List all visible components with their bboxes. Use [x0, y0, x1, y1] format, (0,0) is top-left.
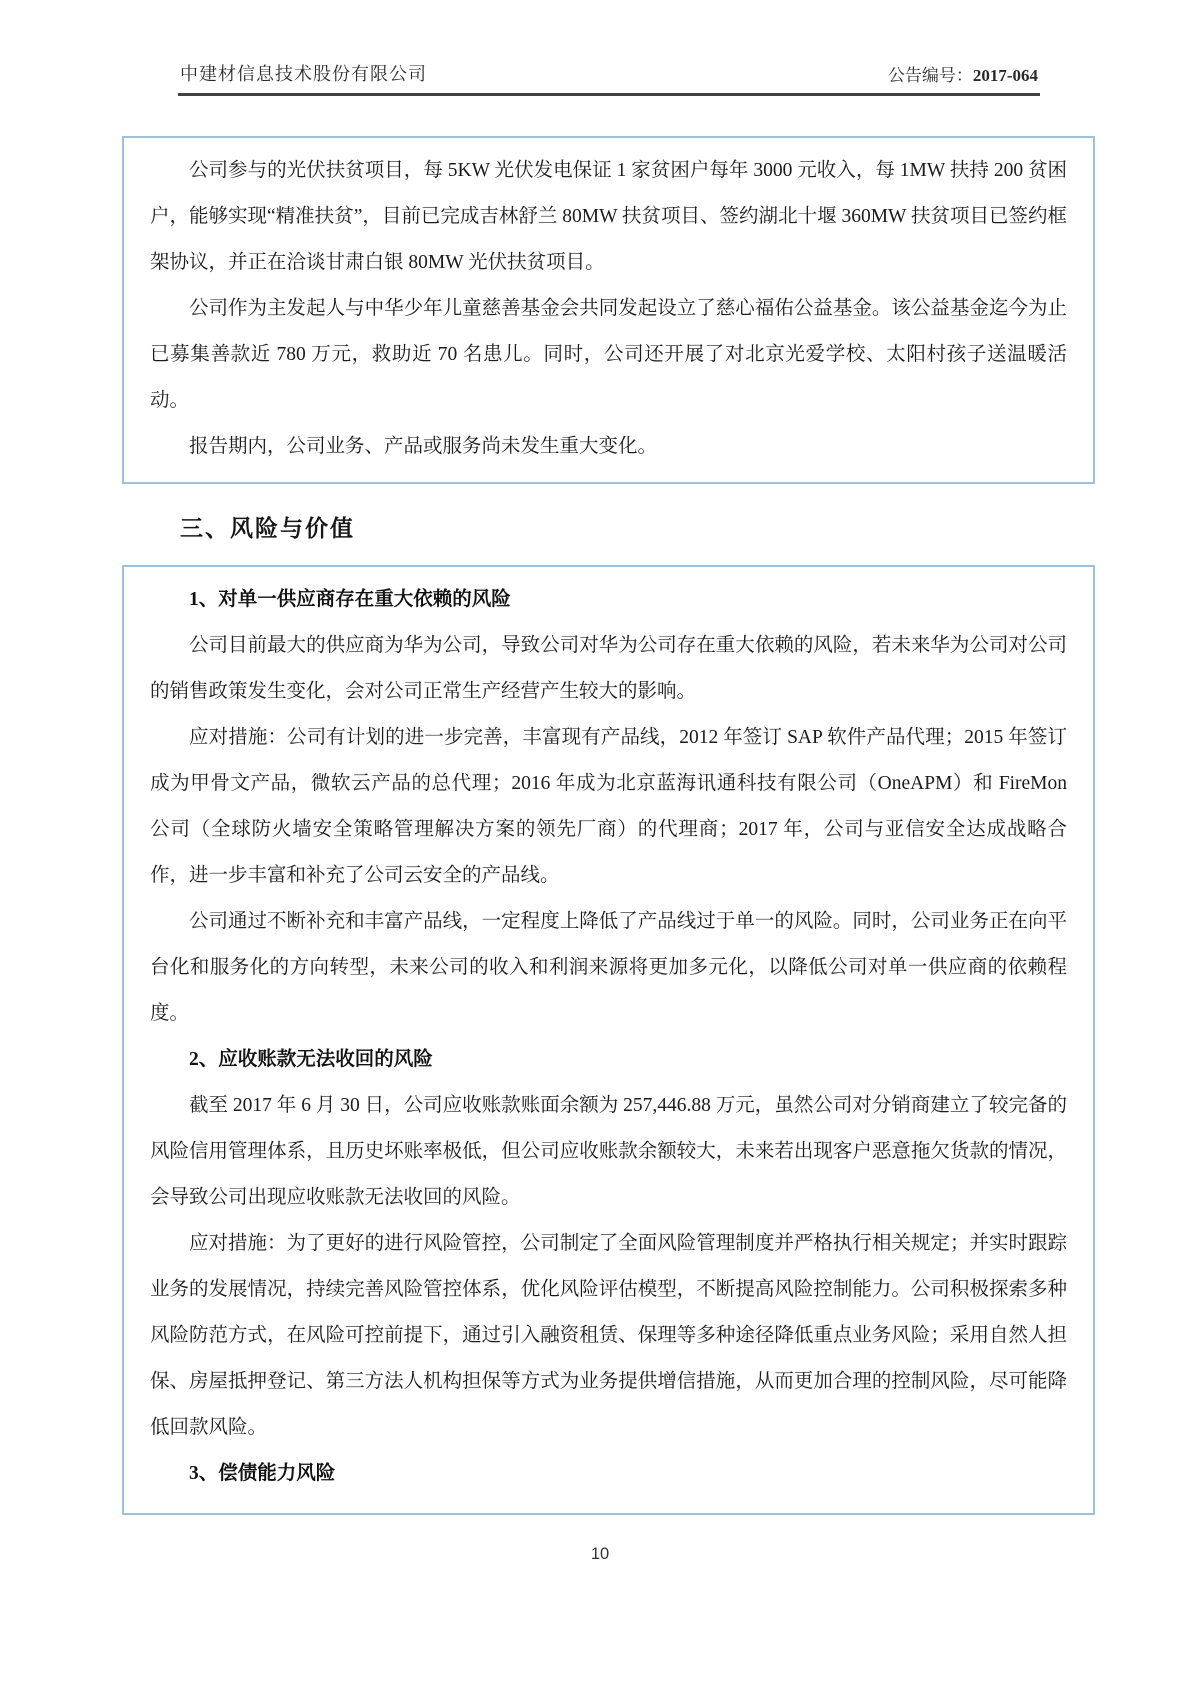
paragraph-no-major-change: 报告期内，公司业务、产品或服务尚未发生重大变化。: [189, 436, 658, 457]
risk3-heading: 3、偿债能力风险: [189, 1463, 336, 1484]
page-number: 10: [590, 1545, 610, 1563]
risk2-paragraph-receivables: 截至 2017 年 6 月 30 日，公司应收账款账面余额为 257,446.88 万元，虽然公司对分销商建立了较完备的风险信用管理体系，且历史坏账率极低，但公司应收账款余额较大，未来若出现客户恶意拖欠货款的情况，会导致公司出现应收账款无法收回的风险。: [150, 1095, 1067, 1208]
paragraph-pv-poverty-alleviation: 公司参与的光伏扶贫项目，每 5KW 光伏发电保证 1 家贫困户每年 3000 元收入，每 1MW 扶持 200 贫困户，能够实现“精准扶贫”，目前已完成吉林舒兰 80MW 扶贫项目、签约湖北十堰 360MW 扶贫项目已签约框架协议，并正在洽谈甘肃白银 80MW 光伏扶贫项目。: [150, 160, 1067, 273]
announcement-label: 公告编号：: [887, 66, 973, 85]
announcement-no-value: 2017-064: [972, 66, 1038, 85]
paragraph-charity-fund: 公司作为主发起人与中华少年儿童慈善基金会共同发起设立了慈心福佑公益基金。该公益基金迄今为止已募集善款近 780 万元，救助近 70 名患儿。同时，公司还开展了对北京光爱学校、太阳村孩子送温暖活动。: [150, 298, 1067, 411]
risk2-paragraph-countermeasures: 应对措施：为了更好的进行风险管控，公司制定了全面风险管理制度并严格执行相关规定；并实时跟踪业务的发展情况，持续完善风险管控体系，优化风险评估模型，不断提高风险控制能力。公司积极探索多种风险防范方式，在风险可控前提下，通过引入融资租赁、保理等多种途径降低重点业务风险；采用自然人担保、房屋抵押登记、第三方法人机构担保等方式为业务提供增信措施，从而更加合理的控制风险，尽可能降低回款风险。: [150, 1233, 1067, 1438]
risk1-paragraph-countermeasures: 应对措施：公司有计划的进一步完善，丰富现有产品线，2012 年签订 SAP 软件产品代理；2015 年签订成为甲骨文产品，微软云产品的总代理；2016 年成为北京蓝海讯通科技有限公司（OneAPM）和 FireMon 公司（全球防火墙安全策略管理解决方案的领先厂商）的代理商；2017 年，公司与亚信安全达成战略合作，进一步丰富和补充了公司云安全的产品线。: [150, 727, 1067, 886]
highlight-box-risks: [122, 565, 1095, 1515]
risk1-heading: 1、对单一供应商存在重大依赖的风险: [189, 589, 511, 610]
company-name: 中建材信息技术股份有限公司: [180, 64, 427, 84]
risk1-paragraph-diversification: 公司通过不断补充和丰富产品线，一定程度上降低了产品线过于单一的风险。同时，公司业务正在向平台化和服务化的方向转型，未来公司的收入和利润来源将更加多元化，以降低公司对单一供应商的依赖程度。: [150, 911, 1067, 1024]
header-divider: [178, 93, 1040, 96]
section-title-risks-and-value: 三、风险与价值: [180, 515, 355, 541]
highlight-box-social-responsibility: [122, 136, 1095, 484]
page-header: [180, 0, 1038, 86]
risk1-paragraph-dependence: 公司目前最大的供应商为华为公司，导致公司对华为公司存在重大依赖的风险，若未来华为公司对公司的销售政策发生变化，会对公司正常生产经营产生较大的影响。: [150, 635, 1067, 702]
risk2-heading: 2、应收账款无法收回的风险: [189, 1049, 433, 1070]
announcement-number: [888, 61, 1038, 86]
